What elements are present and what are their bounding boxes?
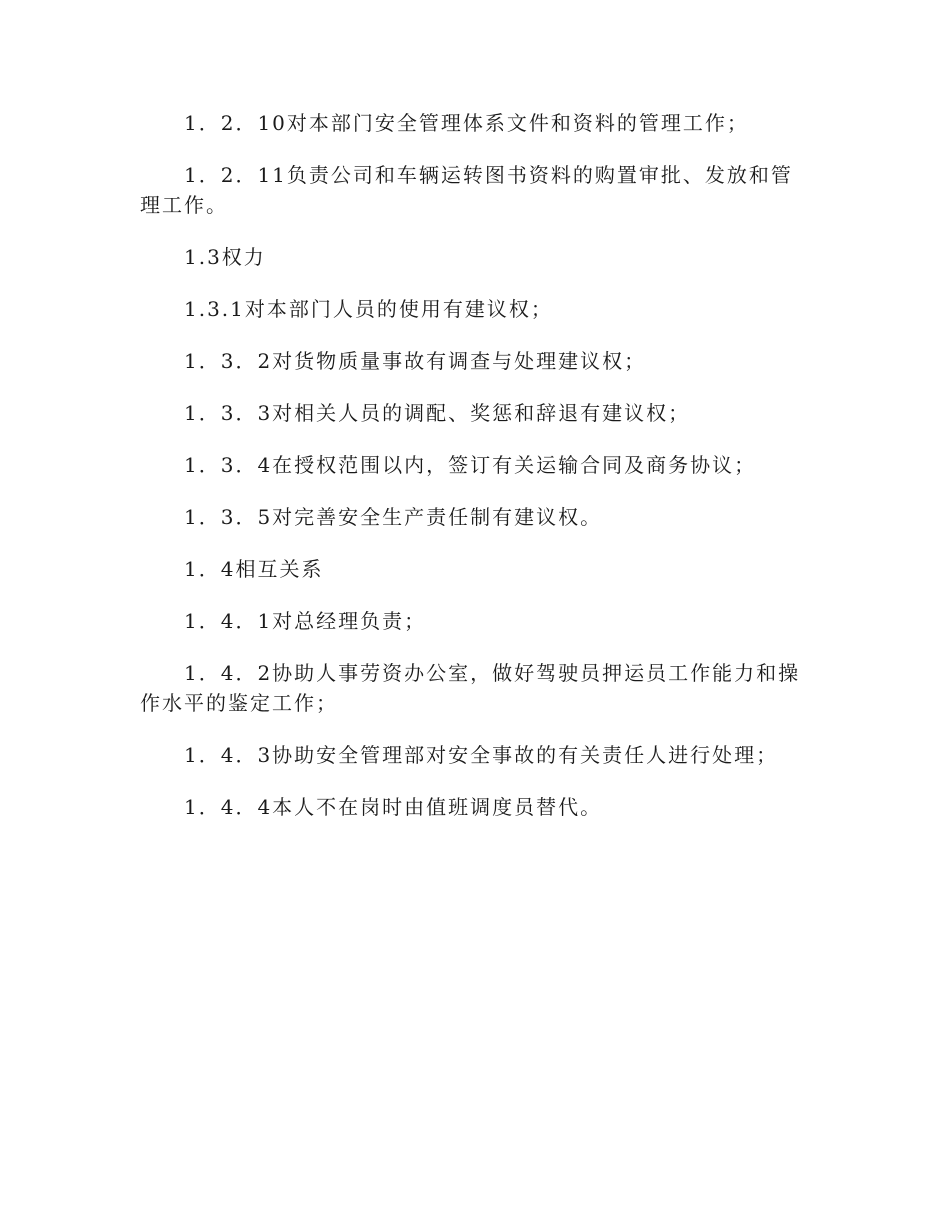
paragraph-1-3-5: 1．3．5对完善安全生产责任制有建议权。 xyxy=(184,505,603,529)
paragraph-1-4-1: 1．4．1对总经理负责； xyxy=(184,609,427,633)
paragraph-1-3-4: 1．3．4在授权范围以内，签订有关运输合同及商务协议； xyxy=(184,453,757,477)
paragraph-1-2-10: 1．2．10对本部门安全管理体系文件和资料的管理工作； xyxy=(184,111,749,135)
paragraph-1-3-3: 1．3．3对相关人员的调配、奖惩和辞退有建议权； xyxy=(184,401,691,425)
document-body xyxy=(140,108,810,844)
section-heading-1-3: 1.3权力 xyxy=(184,245,266,269)
paragraph-1-3-1: 1.3.1对本部门人员的使用有建议权； xyxy=(184,297,553,321)
paragraph-1-2-11: 1．2．11负责公司和车辆运转图书资料的购置审批、发放和管理工作。 xyxy=(140,163,793,217)
paragraph-1-4-2: 1．4．2协助人事劳资办公室，做好驾驶员押运员工作能力和操作水平的鉴定工作； xyxy=(140,661,801,715)
paragraph-1-4-3: 1．4．3协助安全管理部对安全事故的有关责任人进行处理； xyxy=(184,743,779,767)
paragraph-1-3-2: 1．3．2对货物质量事故有调查与处理建议权； xyxy=(184,349,647,373)
paragraph-1-4-4: 1．4．4本人不在岗时由值班调度员替代。 xyxy=(184,795,603,819)
section-heading-1-4: 1．4相互关系 xyxy=(184,557,324,581)
